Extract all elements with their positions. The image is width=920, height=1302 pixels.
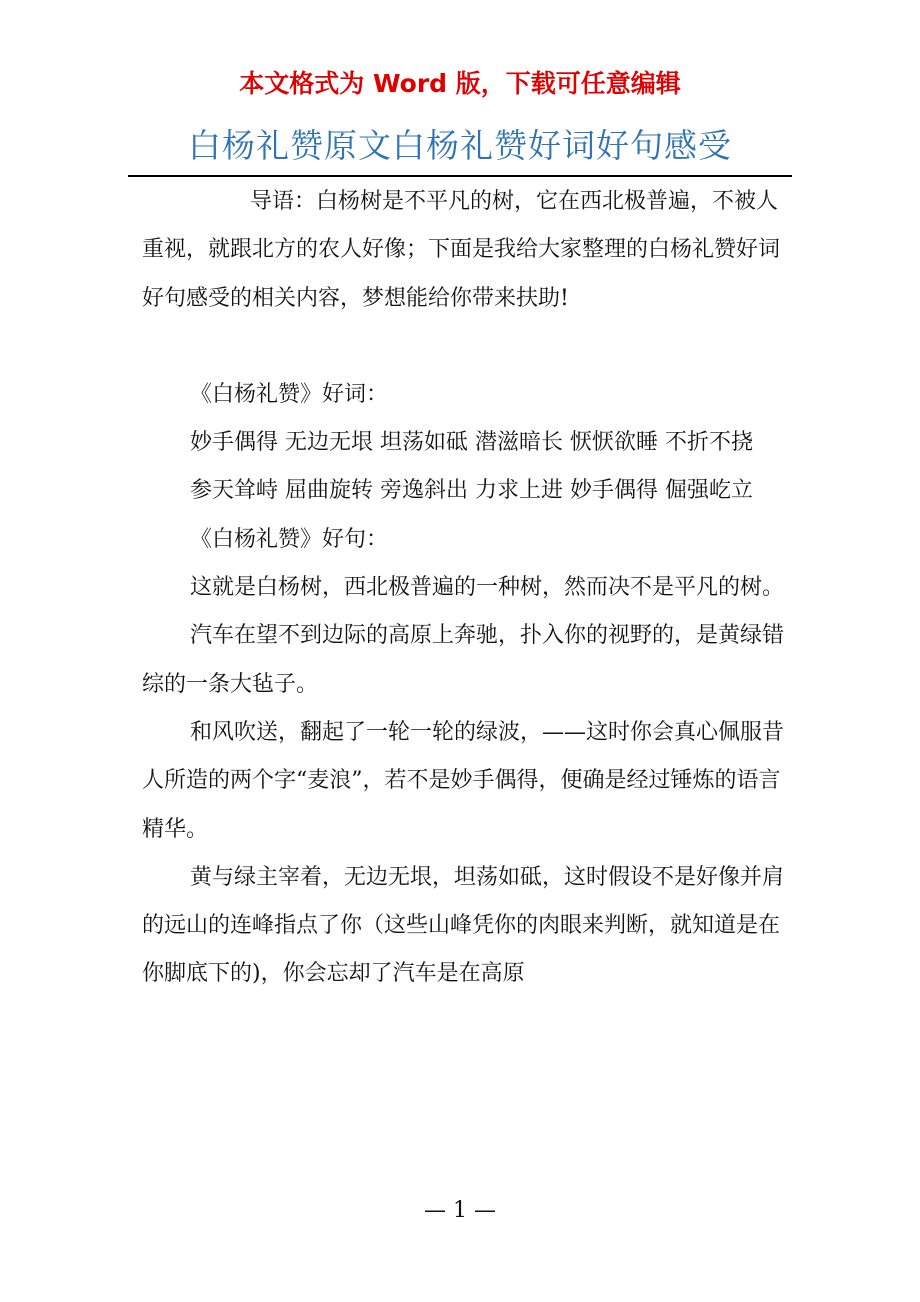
sentence-paragraph: 这就是白杨树，西北极普遍的一种树，然而决不是平凡的树。 — [190, 575, 785, 601]
good-sentences-heading: 《白杨礼赞》好句： — [190, 526, 389, 552]
document-title: 白杨礼赞原文白杨礼赞好词好句感受 — [188, 126, 732, 165]
sentence-paragraph: 和风吹送，翻起了一轮一轮的绿波，——这时你会真心佩服昔人所造的两个字“麦浪”，若不是妙手偶得，便确是经过锤炼的语言精华。 — [142, 719, 785, 842]
good-words-heading: 《白杨礼赞》好词： — [190, 381, 389, 407]
sentence-paragraph: 黄与绿主宰着，无边无垠，坦荡如砥，这时假设不是好像并肩的远山的连峰指点了你（这些山峰凭你的肉眼来判断，就知道是在你脚底下的)，你会忘却了汽车是在高原 — [142, 864, 785, 987]
good-words-line: 妙手偶得 无边无垠 坦荡如砥 潜滋暗长 恹恹欲睡 不折不挠 — [190, 430, 753, 456]
page-number: — 1 — — [424, 1198, 496, 1223]
document-body — [142, 178, 784, 999]
banner-notice: 本文格式为 Word 版，下载可任意编辑 — [239, 69, 681, 98]
intro-paragraph: 导语：白杨树是不平凡的树，它在西北极普遍，不被人重视，就跟北方的农人好像；下面是我给大家整理的白杨礼赞好词好句感受的相关内容，梦想能给你带来扶助! — [142, 189, 781, 311]
sentence-paragraph: 汽车在望不到边际的高原上奔驰，扑入你的视野的，是黄绿错综的一条大毡子。 — [142, 623, 785, 697]
good-words-line: 参天耸峙 屈曲旋转 旁逸斜出 力求上进 妙手偶得 倔强屹立 — [190, 478, 753, 504]
title-divider — [128, 175, 792, 177]
